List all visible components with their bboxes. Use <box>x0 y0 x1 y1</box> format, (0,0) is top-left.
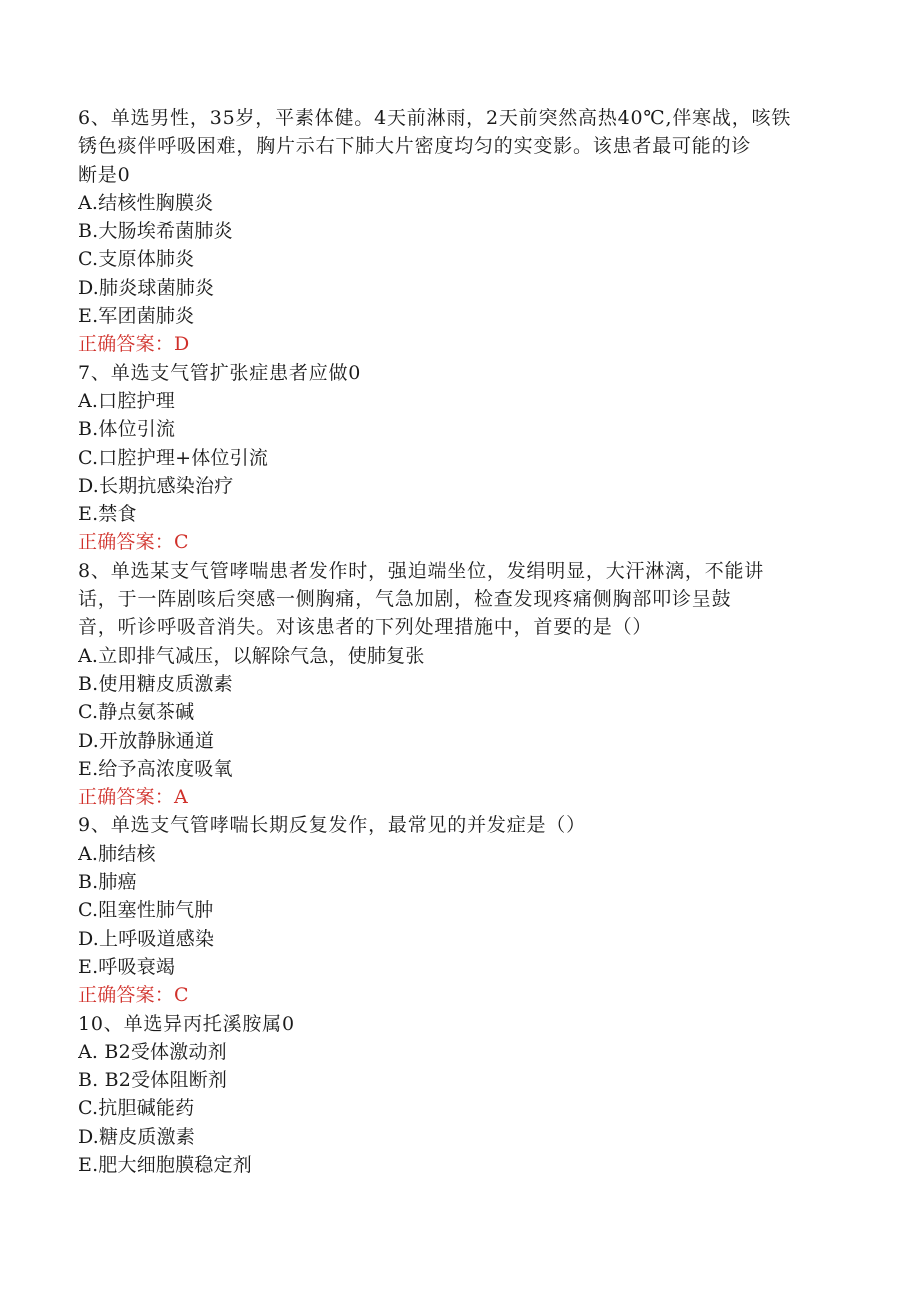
option-d: D.开放静脉通道 <box>78 729 215 752</box>
answer-label: 正确答案： <box>78 333 175 356</box>
question-line: 10、单选异丙托溪胺属0 <box>78 1012 295 1035</box>
question-line: 6、单选男性，35岁，平素体健。4天前淋雨，2天前突然高热40℃,伴寒战，咳铁 <box>78 107 792 129</box>
question-6 <box>78 104 840 359</box>
question-8 <box>78 557 840 812</box>
question-line: 断是0 <box>78 163 131 186</box>
option-b: B.使用糖皮质激素 <box>78 672 233 695</box>
option-e: E.肥大细胞膜稳定剂 <box>78 1153 252 1176</box>
option-c: C.静点氨茶碱 <box>78 701 195 724</box>
question-stem <box>78 1010 840 1038</box>
option-e: E.给予高浓度吸氧 <box>78 757 233 780</box>
question-line: 9、单选支气管哮喘长期反复发作，最常见的并发症是（） <box>78 814 586 837</box>
option-b: B.体位引流 <box>78 418 176 441</box>
option-e: E.禁食 <box>78 503 137 526</box>
option-b: B.大肠埃希菌肺炎 <box>78 220 233 243</box>
question-7 <box>78 359 840 557</box>
correct-answer <box>78 330 840 358</box>
correct-answer <box>78 528 840 556</box>
correct-answer <box>78 783 840 811</box>
option-a: A.口腔护理 <box>78 389 175 412</box>
option-b: B.肺癌 <box>78 871 137 894</box>
question-line: 话，于一阵剧咳后突感一侧胸痛，气急加剧，检查发现疼痛侧胸部叩诊呈鼓 <box>78 588 732 611</box>
question-line: 7、单选支气管扩张症患者应做0 <box>78 361 362 384</box>
option-d: D.长期抗感染治疗 <box>78 474 234 497</box>
answer-value: A <box>174 786 188 809</box>
question-stem <box>78 557 840 642</box>
option-d: D.糖皮质激素 <box>78 1125 195 1148</box>
question-line: 音，听诊呼吸音消失。对该患者的下列处理措施中，首要的是（） <box>78 616 653 639</box>
option-a: A.肺结核 <box>78 842 156 865</box>
question-stem <box>78 104 840 189</box>
option-d: D.上呼吸道感染 <box>78 927 215 950</box>
answer-label: 正确答案： <box>78 531 175 554</box>
answer-value: C <box>174 531 189 554</box>
option-e: E.呼吸衰竭 <box>78 955 176 978</box>
option-c: C.抗胆碱能药 <box>78 1097 195 1120</box>
question-9 <box>78 811 840 1009</box>
question-line: 锈色痰伴呼吸困难，胸片示右下肺大片密度均匀的实变影。该患者最可能的诊 <box>78 135 752 158</box>
correct-answer <box>78 981 840 1009</box>
option-c: C.阻塞性肺气肿 <box>78 899 214 922</box>
question-10 <box>78 1010 840 1180</box>
option-c: C.口腔护理+体位引流 <box>78 446 269 469</box>
answer-label: 正确答案： <box>78 786 175 809</box>
option-d: D.肺炎球菌肺炎 <box>78 276 215 299</box>
question-stem <box>78 811 840 839</box>
question-stem <box>78 359 840 387</box>
option-e: E.军团菌肺炎 <box>78 305 195 328</box>
answer-value: C <box>174 984 189 1007</box>
question-line: 8、单选某支气管哮喘患者发作时，强迫端坐位，发绢明显，大汗淋漓，不能讲 <box>78 559 765 582</box>
option-a: A.立即排气减压，以解除气急，使肺复张 <box>78 644 425 667</box>
answer-label: 正确答案： <box>78 984 175 1007</box>
option-c: C.支原体肺炎 <box>78 248 195 271</box>
option-a: A.结核性胸膜炎 <box>78 191 214 214</box>
option-a: A. B2受体激动剂 <box>78 1040 227 1063</box>
option-b: B. B2受体阻断剂 <box>78 1069 228 1092</box>
answer-value: D <box>174 333 190 356</box>
